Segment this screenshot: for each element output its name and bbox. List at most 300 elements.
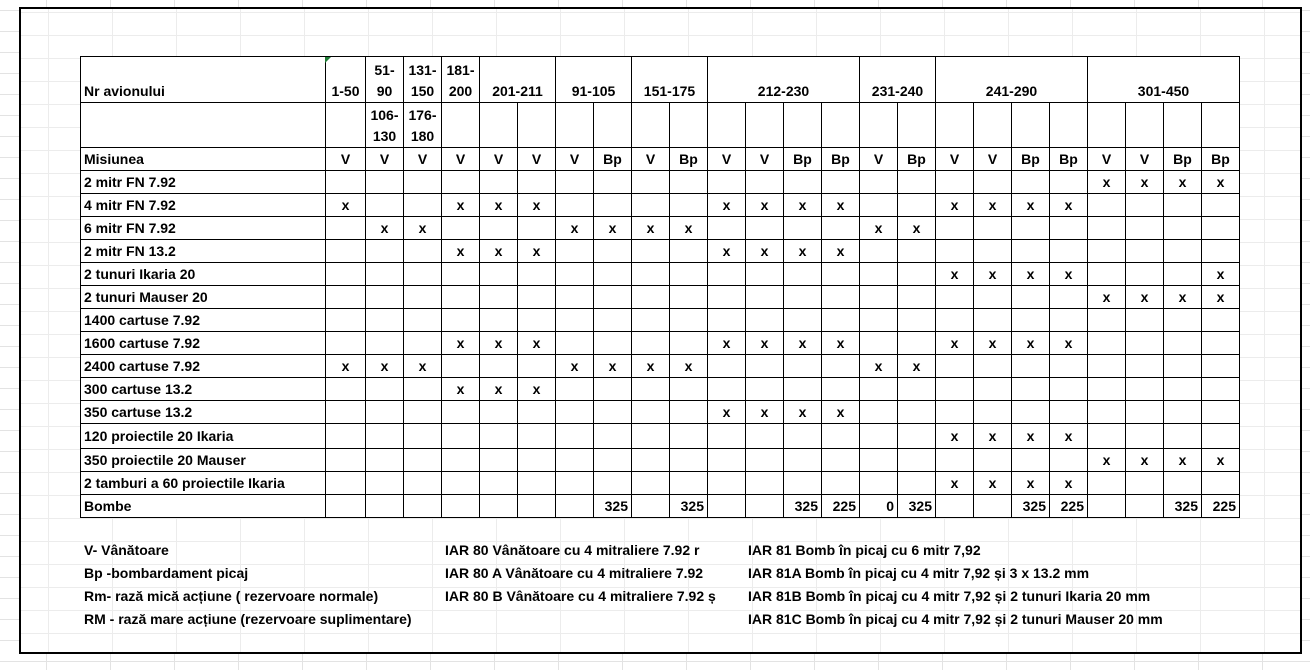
data-cell[interactable] xyxy=(442,449,480,472)
data-cell[interactable]: x xyxy=(1202,263,1240,286)
data-cell[interactable]: x xyxy=(974,472,1012,495)
data-cell[interactable]: V xyxy=(404,148,442,171)
data-cell[interactable] xyxy=(708,424,746,449)
header-secondary-cell[interactable]: 106- 130 xyxy=(366,103,404,148)
data-cell[interactable]: x xyxy=(974,424,1012,449)
data-cell[interactable] xyxy=(746,217,784,240)
data-cell[interactable] xyxy=(746,472,784,495)
header-secondary-cell[interactable] xyxy=(708,103,746,148)
data-cell[interactable] xyxy=(1088,472,1126,495)
data-cell[interactable] xyxy=(326,171,366,194)
data-cell[interactable] xyxy=(670,449,708,472)
data-cell[interactable] xyxy=(860,194,898,217)
data-cell[interactable] xyxy=(860,309,898,332)
data-cell[interactable] xyxy=(480,171,518,194)
data-cell[interactable] xyxy=(556,309,594,332)
data-cell[interactable] xyxy=(1088,378,1126,401)
data-cell[interactable]: x xyxy=(822,240,860,263)
data-cell[interactable] xyxy=(1164,217,1202,240)
data-cell[interactable] xyxy=(594,171,632,194)
data-cell[interactable]: 325 xyxy=(1012,495,1050,518)
data-cell[interactable]: x xyxy=(632,355,670,378)
data-cell[interactable] xyxy=(594,424,632,449)
data-cell[interactable]: x xyxy=(708,401,746,424)
data-cell[interactable] xyxy=(632,449,670,472)
data-cell[interactable] xyxy=(1088,217,1126,240)
data-cell[interactable] xyxy=(708,171,746,194)
data-cell[interactable] xyxy=(404,332,442,355)
row-label-cell[interactable]: 2400 cartuse 7.92 xyxy=(81,355,326,378)
data-cell[interactable]: V xyxy=(974,148,1012,171)
data-cell[interactable] xyxy=(936,286,974,309)
data-cell[interactable]: 325 xyxy=(670,495,708,518)
data-cell[interactable]: x xyxy=(860,217,898,240)
data-cell[interactable]: x xyxy=(1050,332,1088,355)
row-label-cell[interactable]: 2 tunuri Mauser 20 xyxy=(81,286,326,309)
data-cell[interactable] xyxy=(518,171,556,194)
data-cell[interactable]: 325 xyxy=(594,495,632,518)
data-cell[interactable] xyxy=(594,309,632,332)
data-cell[interactable]: Bp xyxy=(822,148,860,171)
data-cell[interactable]: x xyxy=(1088,286,1126,309)
data-cell[interactable] xyxy=(1164,355,1202,378)
data-cell[interactable] xyxy=(898,286,936,309)
data-cell[interactable] xyxy=(860,401,898,424)
data-cell[interactable]: x xyxy=(898,217,936,240)
data-cell[interactable] xyxy=(366,240,404,263)
data-cell[interactable] xyxy=(404,194,442,217)
data-cell[interactable] xyxy=(1012,449,1050,472)
data-cell[interactable] xyxy=(670,171,708,194)
data-cell[interactable] xyxy=(594,286,632,309)
data-cell[interactable]: x xyxy=(746,194,784,217)
data-cell[interactable] xyxy=(936,495,974,518)
data-cell[interactable] xyxy=(708,495,746,518)
data-cell[interactable] xyxy=(632,332,670,355)
data-cell[interactable] xyxy=(632,378,670,401)
data-cell[interactable] xyxy=(670,240,708,263)
data-cell[interactable] xyxy=(366,449,404,472)
data-cell[interactable]: x xyxy=(442,332,480,355)
data-cell[interactable] xyxy=(974,355,1012,378)
data-cell[interactable] xyxy=(480,424,518,449)
data-cell[interactable]: x xyxy=(1202,286,1240,309)
data-cell[interactable] xyxy=(898,263,936,286)
data-cell[interactable]: x xyxy=(936,263,974,286)
row-label-cell[interactable]: Misiunea xyxy=(81,148,326,171)
aircraft-range-cell[interactable]: 181- 200 xyxy=(442,57,480,103)
row-label-cell[interactable]: 350 proiectile 20 Mauser xyxy=(81,449,326,472)
data-cell[interactable]: x xyxy=(1126,286,1164,309)
header-secondary-cell[interactable] xyxy=(936,103,974,148)
data-cell[interactable] xyxy=(670,263,708,286)
data-cell[interactable]: x xyxy=(670,217,708,240)
row-label-cell[interactable]: 350 cartuse 13.2 xyxy=(81,401,326,424)
data-cell[interactable] xyxy=(518,472,556,495)
data-cell[interactable] xyxy=(442,495,480,518)
data-cell[interactable] xyxy=(632,171,670,194)
data-cell[interactable]: x xyxy=(1164,171,1202,194)
data-cell[interactable] xyxy=(1088,263,1126,286)
data-cell[interactable] xyxy=(1126,240,1164,263)
data-cell[interactable]: V xyxy=(1088,148,1126,171)
data-cell[interactable]: Bp xyxy=(1202,148,1240,171)
data-cell[interactable]: x xyxy=(404,217,442,240)
header-secondary-cell[interactable] xyxy=(1050,103,1088,148)
data-cell[interactable] xyxy=(898,240,936,263)
data-cell[interactable] xyxy=(442,171,480,194)
row-label-cell[interactable]: 2 tunuri Ikaria 20 xyxy=(81,263,326,286)
data-cell[interactable]: x xyxy=(860,355,898,378)
data-cell[interactable] xyxy=(480,355,518,378)
data-cell[interactable] xyxy=(860,286,898,309)
data-cell[interactable] xyxy=(1126,309,1164,332)
data-cell[interactable] xyxy=(784,355,822,378)
row-label-cell[interactable]: 300 cartuse 13.2 xyxy=(81,378,326,401)
data-cell[interactable] xyxy=(746,263,784,286)
data-cell[interactable] xyxy=(1012,286,1050,309)
row-label-cell[interactable]: 1400 cartuse 7.92 xyxy=(81,309,326,332)
data-cell[interactable] xyxy=(366,263,404,286)
data-cell[interactable] xyxy=(632,194,670,217)
data-cell[interactable] xyxy=(1126,472,1164,495)
data-cell[interactable]: x xyxy=(1050,263,1088,286)
data-cell[interactable] xyxy=(556,449,594,472)
data-cell[interactable] xyxy=(556,424,594,449)
data-cell[interactable] xyxy=(1202,194,1240,217)
data-cell[interactable]: x xyxy=(1202,171,1240,194)
data-cell[interactable] xyxy=(898,424,936,449)
data-cell[interactable] xyxy=(326,401,366,424)
aircraft-range-cell[interactable]: 301-450 xyxy=(1088,57,1240,103)
data-cell[interactable]: x xyxy=(822,332,860,355)
data-cell[interactable] xyxy=(898,194,936,217)
header-secondary-cell[interactable] xyxy=(1164,103,1202,148)
data-cell[interactable] xyxy=(784,472,822,495)
data-cell[interactable] xyxy=(366,194,404,217)
row-label-cell[interactable]: 2 tamburi a 60 proiectile Ikaria xyxy=(81,472,326,495)
data-cell[interactable]: x xyxy=(936,472,974,495)
data-cell[interactable] xyxy=(746,355,784,378)
data-cell[interactable] xyxy=(1012,378,1050,401)
header-secondary-cell[interactable] xyxy=(632,103,670,148)
data-cell[interactable]: Bp xyxy=(1012,148,1050,171)
data-cell[interactable] xyxy=(898,378,936,401)
data-cell[interactable] xyxy=(366,332,404,355)
data-cell[interactable] xyxy=(1088,355,1126,378)
header-secondary-cell[interactable] xyxy=(480,103,518,148)
data-cell[interactable] xyxy=(404,449,442,472)
aircraft-range-cell[interactable]: 231-240 xyxy=(860,57,936,103)
data-cell[interactable] xyxy=(404,495,442,518)
data-cell[interactable]: x xyxy=(404,355,442,378)
data-cell[interactable] xyxy=(1126,194,1164,217)
data-cell[interactable]: Bp xyxy=(1164,148,1202,171)
data-cell[interactable] xyxy=(974,240,1012,263)
data-cell[interactable] xyxy=(404,401,442,424)
data-cell[interactable] xyxy=(442,217,480,240)
data-cell[interactable] xyxy=(442,355,480,378)
data-cell[interactable] xyxy=(326,495,366,518)
data-cell[interactable]: x xyxy=(556,217,594,240)
data-cell[interactable] xyxy=(480,217,518,240)
data-cell[interactable] xyxy=(632,495,670,518)
data-cell[interactable] xyxy=(708,286,746,309)
data-cell[interactable] xyxy=(518,217,556,240)
data-cell[interactable] xyxy=(1164,401,1202,424)
data-cell[interactable]: V xyxy=(1126,148,1164,171)
aircraft-range-cell[interactable]: 151-175 xyxy=(632,57,708,103)
data-cell[interactable] xyxy=(366,401,404,424)
data-cell[interactable] xyxy=(480,472,518,495)
header-secondary-label-cell[interactable] xyxy=(81,103,326,148)
data-cell[interactable] xyxy=(442,263,480,286)
data-cell[interactable] xyxy=(1202,378,1240,401)
data-cell[interactable]: x xyxy=(1012,263,1050,286)
data-cell[interactable] xyxy=(594,240,632,263)
data-cell[interactable] xyxy=(326,217,366,240)
data-cell[interactable] xyxy=(784,424,822,449)
data-cell[interactable] xyxy=(1126,378,1164,401)
data-cell[interactable]: x xyxy=(1050,194,1088,217)
data-cell[interactable] xyxy=(594,401,632,424)
data-cell[interactable] xyxy=(974,495,1012,518)
header-secondary-cell[interactable] xyxy=(784,103,822,148)
data-cell[interactable]: V xyxy=(556,148,594,171)
row-label-cell[interactable]: 2 mitr FN 7.92 xyxy=(81,171,326,194)
data-cell[interactable]: V xyxy=(518,148,556,171)
data-cell[interactable] xyxy=(1164,309,1202,332)
data-cell[interactable] xyxy=(442,472,480,495)
data-cell[interactable] xyxy=(1164,194,1202,217)
data-cell[interactable] xyxy=(784,171,822,194)
data-cell[interactable] xyxy=(974,449,1012,472)
data-cell[interactable] xyxy=(936,309,974,332)
data-cell[interactable] xyxy=(1202,472,1240,495)
data-cell[interactable] xyxy=(404,240,442,263)
data-cell[interactable] xyxy=(1012,401,1050,424)
data-cell[interactable] xyxy=(1012,355,1050,378)
data-cell[interactable]: x xyxy=(784,332,822,355)
data-cell[interactable] xyxy=(518,424,556,449)
row-label-cell[interactable]: 2 mitr FN 13.2 xyxy=(81,240,326,263)
data-cell[interactable] xyxy=(556,286,594,309)
data-cell[interactable] xyxy=(632,401,670,424)
data-cell[interactable] xyxy=(326,472,366,495)
data-cell[interactable]: V xyxy=(326,148,366,171)
row-label-cell[interactable]: 6 mitr FN 7.92 xyxy=(81,217,326,240)
data-cell[interactable] xyxy=(1164,424,1202,449)
data-cell[interactable] xyxy=(860,472,898,495)
data-cell[interactable]: V xyxy=(708,148,746,171)
header-secondary-cell[interactable] xyxy=(1012,103,1050,148)
data-cell[interactable] xyxy=(746,171,784,194)
data-cell[interactable]: x xyxy=(366,217,404,240)
data-cell[interactable] xyxy=(518,495,556,518)
data-cell[interactable] xyxy=(480,286,518,309)
data-cell[interactable]: x xyxy=(518,194,556,217)
data-cell[interactable]: x xyxy=(632,217,670,240)
data-cell[interactable]: 0 xyxy=(860,495,898,518)
data-cell[interactable]: x xyxy=(442,378,480,401)
data-cell[interactable]: x xyxy=(708,332,746,355)
data-cell[interactable] xyxy=(1202,355,1240,378)
data-cell[interactable] xyxy=(708,449,746,472)
data-cell[interactable] xyxy=(822,217,860,240)
data-cell[interactable] xyxy=(1164,378,1202,401)
data-cell[interactable] xyxy=(1050,355,1088,378)
data-cell[interactable]: Bp xyxy=(670,148,708,171)
data-cell[interactable] xyxy=(556,495,594,518)
data-cell[interactable]: x xyxy=(480,240,518,263)
data-cell[interactable] xyxy=(594,472,632,495)
data-cell[interactable] xyxy=(1202,217,1240,240)
data-cell[interactable] xyxy=(442,424,480,449)
data-cell[interactable] xyxy=(860,424,898,449)
data-cell[interactable] xyxy=(556,194,594,217)
data-cell[interactable] xyxy=(974,378,1012,401)
data-cell[interactable]: V xyxy=(936,148,974,171)
data-cell[interactable] xyxy=(632,424,670,449)
data-cell[interactable]: x xyxy=(326,194,366,217)
data-cell[interactable] xyxy=(670,424,708,449)
data-cell[interactable] xyxy=(1126,263,1164,286)
data-cell[interactable] xyxy=(784,263,822,286)
data-cell[interactable]: x xyxy=(784,194,822,217)
data-cell[interactable] xyxy=(326,309,366,332)
data-cell[interactable] xyxy=(936,401,974,424)
data-cell[interactable]: x xyxy=(594,217,632,240)
data-cell[interactable] xyxy=(594,378,632,401)
data-cell[interactable] xyxy=(632,286,670,309)
header-secondary-cell[interactable] xyxy=(518,103,556,148)
data-cell[interactable] xyxy=(366,472,404,495)
data-cell[interactable] xyxy=(1050,378,1088,401)
data-cell[interactable] xyxy=(1164,472,1202,495)
header-secondary-cell[interactable] xyxy=(974,103,1012,148)
data-cell[interactable] xyxy=(556,378,594,401)
data-cell[interactable]: x xyxy=(974,263,1012,286)
data-cell[interactable] xyxy=(1126,495,1164,518)
data-cell[interactable] xyxy=(366,171,404,194)
data-cell[interactable] xyxy=(974,401,1012,424)
data-cell[interactable] xyxy=(746,378,784,401)
data-cell[interactable] xyxy=(366,309,404,332)
data-cell[interactable] xyxy=(480,263,518,286)
data-cell[interactable] xyxy=(822,424,860,449)
header-secondary-cell[interactable] xyxy=(746,103,784,148)
data-cell[interactable] xyxy=(1088,240,1126,263)
data-cell[interactable] xyxy=(518,309,556,332)
data-cell[interactable] xyxy=(936,355,974,378)
data-cell[interactable] xyxy=(746,286,784,309)
data-cell[interactable] xyxy=(442,286,480,309)
data-cell[interactable] xyxy=(632,263,670,286)
data-cell[interactable] xyxy=(784,449,822,472)
data-cell[interactable]: x xyxy=(442,194,480,217)
data-cell[interactable]: x xyxy=(974,194,1012,217)
data-cell[interactable] xyxy=(860,378,898,401)
data-cell[interactable] xyxy=(936,217,974,240)
data-cell[interactable]: x xyxy=(594,355,632,378)
data-cell[interactable] xyxy=(480,401,518,424)
data-cell[interactable]: x xyxy=(974,332,1012,355)
data-cell[interactable]: Bp xyxy=(784,148,822,171)
data-cell[interactable] xyxy=(518,355,556,378)
data-cell[interactable] xyxy=(860,332,898,355)
data-cell[interactable]: x xyxy=(1164,449,1202,472)
data-cell[interactable]: x xyxy=(1126,449,1164,472)
data-cell[interactable] xyxy=(898,449,936,472)
data-cell[interactable] xyxy=(556,332,594,355)
data-cell[interactable]: x xyxy=(518,378,556,401)
data-cell[interactable] xyxy=(326,332,366,355)
header-secondary-cell[interactable] xyxy=(822,103,860,148)
data-cell[interactable] xyxy=(936,449,974,472)
header-label-cell[interactable]: Nr avionului xyxy=(81,57,326,103)
data-cell[interactable] xyxy=(974,309,1012,332)
data-cell[interactable]: V xyxy=(366,148,404,171)
header-secondary-cell[interactable]: 176- 180 xyxy=(404,103,442,148)
data-cell[interactable] xyxy=(1126,424,1164,449)
data-cell[interactable] xyxy=(974,217,1012,240)
data-cell[interactable] xyxy=(822,472,860,495)
data-cell[interactable] xyxy=(898,309,936,332)
data-cell[interactable] xyxy=(480,495,518,518)
data-cell[interactable] xyxy=(594,449,632,472)
data-cell[interactable]: x xyxy=(822,401,860,424)
aircraft-range-cell[interactable]: 201-211 xyxy=(480,57,556,103)
data-cell[interactable]: x xyxy=(1050,424,1088,449)
data-cell[interactable] xyxy=(1126,355,1164,378)
data-cell[interactable] xyxy=(404,309,442,332)
data-cell[interactable] xyxy=(670,472,708,495)
data-cell[interactable]: x xyxy=(784,240,822,263)
data-cell[interactable]: 225 xyxy=(1202,495,1240,518)
data-cell[interactable] xyxy=(708,217,746,240)
header-secondary-cell[interactable] xyxy=(1202,103,1240,148)
data-cell[interactable] xyxy=(670,286,708,309)
data-cell[interactable]: x xyxy=(1202,449,1240,472)
data-cell[interactable]: x xyxy=(784,401,822,424)
data-cell[interactable] xyxy=(1164,240,1202,263)
data-cell[interactable]: x xyxy=(1012,194,1050,217)
data-cell[interactable] xyxy=(518,263,556,286)
data-cell[interactable] xyxy=(518,449,556,472)
data-cell[interactable] xyxy=(1012,240,1050,263)
data-cell[interactable] xyxy=(860,449,898,472)
row-label-cell[interactable]: Bombe xyxy=(81,495,326,518)
data-cell[interactable]: x xyxy=(670,355,708,378)
data-cell[interactable] xyxy=(708,472,746,495)
data-cell[interactable] xyxy=(404,472,442,495)
data-cell[interactable]: x xyxy=(326,355,366,378)
data-cell[interactable] xyxy=(822,449,860,472)
data-cell[interactable]: x xyxy=(518,240,556,263)
data-cell[interactable] xyxy=(518,286,556,309)
data-cell[interactable] xyxy=(1050,286,1088,309)
data-cell[interactable] xyxy=(822,378,860,401)
header-secondary-cell[interactable] xyxy=(326,103,366,148)
data-cell[interactable]: x xyxy=(1050,472,1088,495)
data-cell[interactable] xyxy=(1164,332,1202,355)
data-cell[interactable] xyxy=(784,217,822,240)
header-secondary-cell[interactable] xyxy=(594,103,632,148)
data-cell[interactable] xyxy=(784,309,822,332)
data-cell[interactable]: x xyxy=(480,194,518,217)
data-cell[interactable] xyxy=(404,424,442,449)
data-cell[interactable] xyxy=(1088,401,1126,424)
